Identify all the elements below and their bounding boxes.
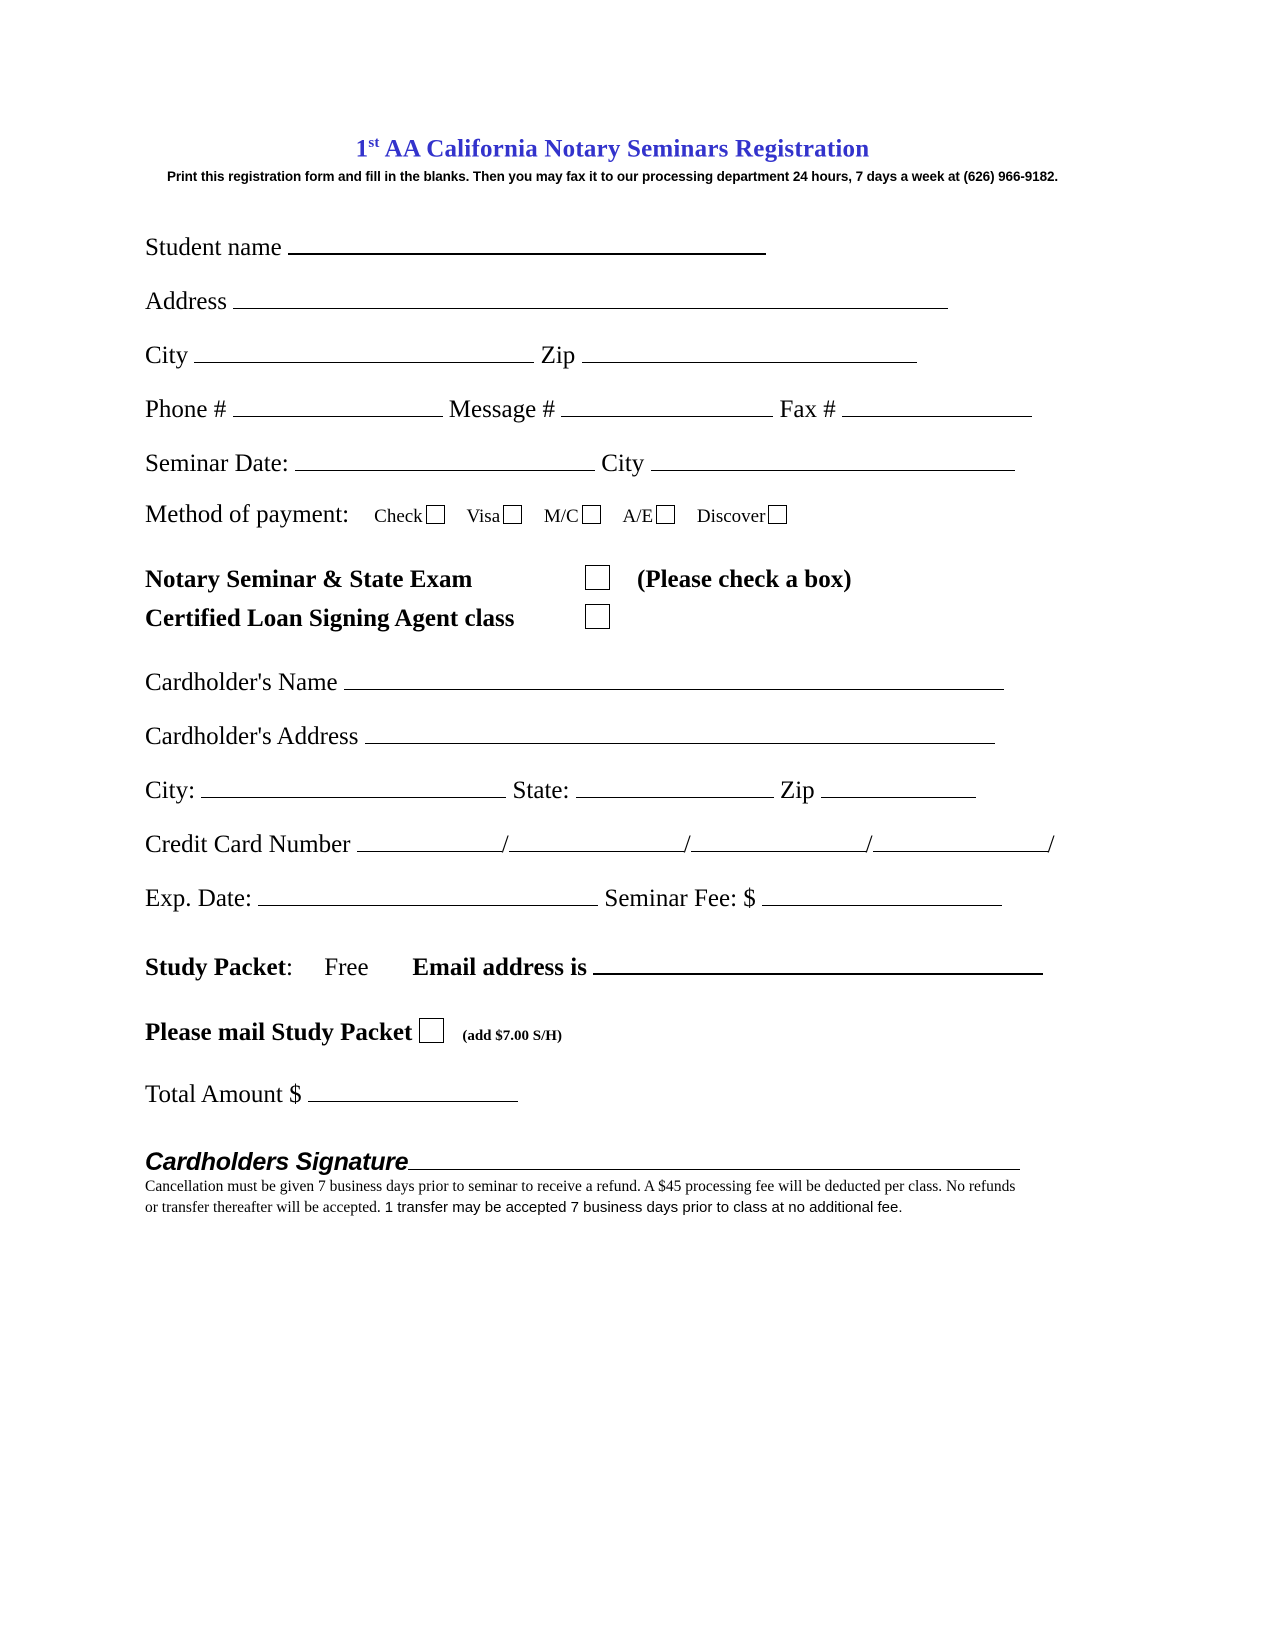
seminar-date-input[interactable] xyxy=(295,448,595,471)
card-state-input[interactable] xyxy=(576,775,774,798)
mail-study-packet-note: (add $7.00 S/H) xyxy=(462,1027,562,1044)
mail-study-packet-label: Please mail Study Packet xyxy=(145,1018,413,1046)
student-name-label: Student name xyxy=(145,233,282,261)
total-amount-input[interactable] xyxy=(308,1079,518,1102)
signature-row xyxy=(145,1147,1080,1175)
payment-option-discover-label: Discover xyxy=(696,505,766,527)
fax-input[interactable] xyxy=(842,394,1032,417)
cardholder-name-label: Cardholder's Name xyxy=(145,668,338,696)
cancellation-policy-line1: Cancellation must be given 7 business days prior to seminar to receive a refund. A $45 processing fee will be deducted per class. No refunds xyxy=(145,1177,1016,1195)
field-total-amount xyxy=(145,1079,1080,1107)
option-loan-signing-checkbox[interactable] xyxy=(585,604,610,629)
title-ordinal-suffix: st xyxy=(368,135,380,151)
option-check-note: (Please check a box) xyxy=(637,565,852,593)
card-city-input[interactable] xyxy=(201,775,506,798)
zip-label: Zip xyxy=(540,341,576,369)
field-cardholder-name xyxy=(145,667,1080,695)
instructions-text: Print this registration form and fill in the blanks. Then you may fax it to our processing department 24 hours, 7 days a week at (626) 966-9182. xyxy=(166,169,1059,185)
option-loan-signing-label: Certified Loan Signing Agent class xyxy=(145,604,515,632)
seminar-date-label: Seminar Date: xyxy=(145,449,289,477)
title-text: AA California Notary Seminars Registration xyxy=(379,135,870,163)
message-label: Message # xyxy=(448,395,555,423)
option-loan-signing-row xyxy=(145,604,1080,631)
city-label: City xyxy=(145,341,189,369)
page-title xyxy=(145,135,1080,163)
payment-option-check-label: Check xyxy=(374,505,423,527)
seminar-city-input[interactable] xyxy=(651,448,1015,471)
credit-card-group-4[interactable] xyxy=(873,829,1048,852)
cardholders-signature-input[interactable] xyxy=(408,1147,1020,1170)
title-number: 1 xyxy=(355,135,369,163)
email-address-label: Email address is xyxy=(412,953,587,981)
exp-date-label: Exp. Date: xyxy=(145,884,252,912)
seminar-fee-input[interactable] xyxy=(762,883,1002,906)
field-credit-card-number xyxy=(145,829,1080,857)
cardholders-signature-label: Cardholders Signature xyxy=(145,1147,409,1176)
payment-option-ae-checkbox[interactable] xyxy=(656,505,675,524)
message-input[interactable] xyxy=(561,394,773,417)
field-seminar-date-city xyxy=(145,448,1080,476)
credit-card-group-1[interactable] xyxy=(357,829,502,852)
field-city-zip xyxy=(145,340,1080,368)
cardholder-address-input[interactable] xyxy=(365,721,995,744)
study-packet-label: Study Packet xyxy=(145,953,286,981)
option-notary-seminar-checkbox[interactable] xyxy=(585,565,610,590)
card-separator-1: / xyxy=(501,830,509,858)
card-state-label: State: xyxy=(512,776,570,804)
study-packet-row xyxy=(145,951,1080,980)
address-label: Address xyxy=(145,287,227,315)
payment-option-visa-label: Visa xyxy=(466,505,501,527)
credit-card-number-label: Credit Card Number xyxy=(145,830,351,858)
form-fields xyxy=(145,231,1080,1219)
seminar-city-label: City xyxy=(601,449,645,477)
payment-method-row xyxy=(145,502,1080,527)
cardholder-name-input[interactable] xyxy=(344,667,1004,690)
option-notary-seminar-checkbox-wrap xyxy=(585,565,637,592)
fax-label: Fax # xyxy=(779,395,836,423)
card-separator-4: / xyxy=(1047,830,1055,858)
credit-card-group-2[interactable] xyxy=(509,829,684,852)
cancellation-policy xyxy=(145,1177,1065,1219)
field-address xyxy=(145,286,1080,314)
total-amount-label: Total Amount $ xyxy=(145,1080,302,1108)
option-loan-signing-checkbox-wrap xyxy=(585,604,637,631)
seminar-fee-label: Seminar Fee: $ xyxy=(604,884,756,912)
credit-card-group-3[interactable] xyxy=(691,829,866,852)
field-cardholder-address xyxy=(145,721,1080,749)
zip-input[interactable] xyxy=(582,340,917,363)
form-content xyxy=(145,135,1080,1219)
study-packet-colon: : xyxy=(285,953,293,981)
payment-method-label: Method of payment: xyxy=(145,500,350,528)
card-separator-2: / xyxy=(683,830,691,858)
card-city-label: City: xyxy=(145,776,196,804)
phone-input[interactable] xyxy=(233,394,443,417)
card-zip-input[interactable] xyxy=(821,775,976,798)
cancellation-policy-line2b: 1 transfer may be accepted 7 business days prior to class at no additional fee. xyxy=(384,1198,903,1216)
study-packet-value: Free xyxy=(324,953,369,981)
payment-option-mc-checkbox[interactable] xyxy=(582,505,601,524)
cardholder-address-label: Cardholder's Address xyxy=(145,722,359,750)
student-name-input[interactable] xyxy=(288,231,766,255)
option-notary-seminar-label: Notary Seminar & State Exam xyxy=(145,565,473,593)
payment-option-check-checkbox[interactable] xyxy=(426,505,445,524)
mail-study-packet-checkbox[interactable] xyxy=(419,1018,444,1043)
option-notary-seminar-row xyxy=(145,565,1080,592)
mail-study-packet-row xyxy=(145,1018,1080,1045)
card-zip-label: Zip xyxy=(779,776,815,804)
exp-date-input[interactable] xyxy=(258,883,598,906)
email-address-input[interactable] xyxy=(593,951,1043,975)
phone-label: Phone # xyxy=(145,395,227,423)
field-student-name xyxy=(145,231,1080,260)
payment-option-ae-label: A/E xyxy=(622,505,654,527)
card-separator-3: / xyxy=(865,830,873,858)
address-input[interactable] xyxy=(233,286,948,309)
payment-option-visa-checkbox[interactable] xyxy=(503,505,522,524)
cancellation-policy-line2a: or transfer thereafter will be accepted. xyxy=(145,1198,385,1216)
field-exp-date-seminar-fee xyxy=(145,883,1080,911)
payment-option-discover-checkbox[interactable] xyxy=(768,505,787,524)
field-phone-message-fax xyxy=(145,394,1080,422)
city-input[interactable] xyxy=(194,340,534,363)
field-card-city-state-zip xyxy=(145,775,1080,803)
payment-option-mc-label: M/C xyxy=(543,505,579,527)
